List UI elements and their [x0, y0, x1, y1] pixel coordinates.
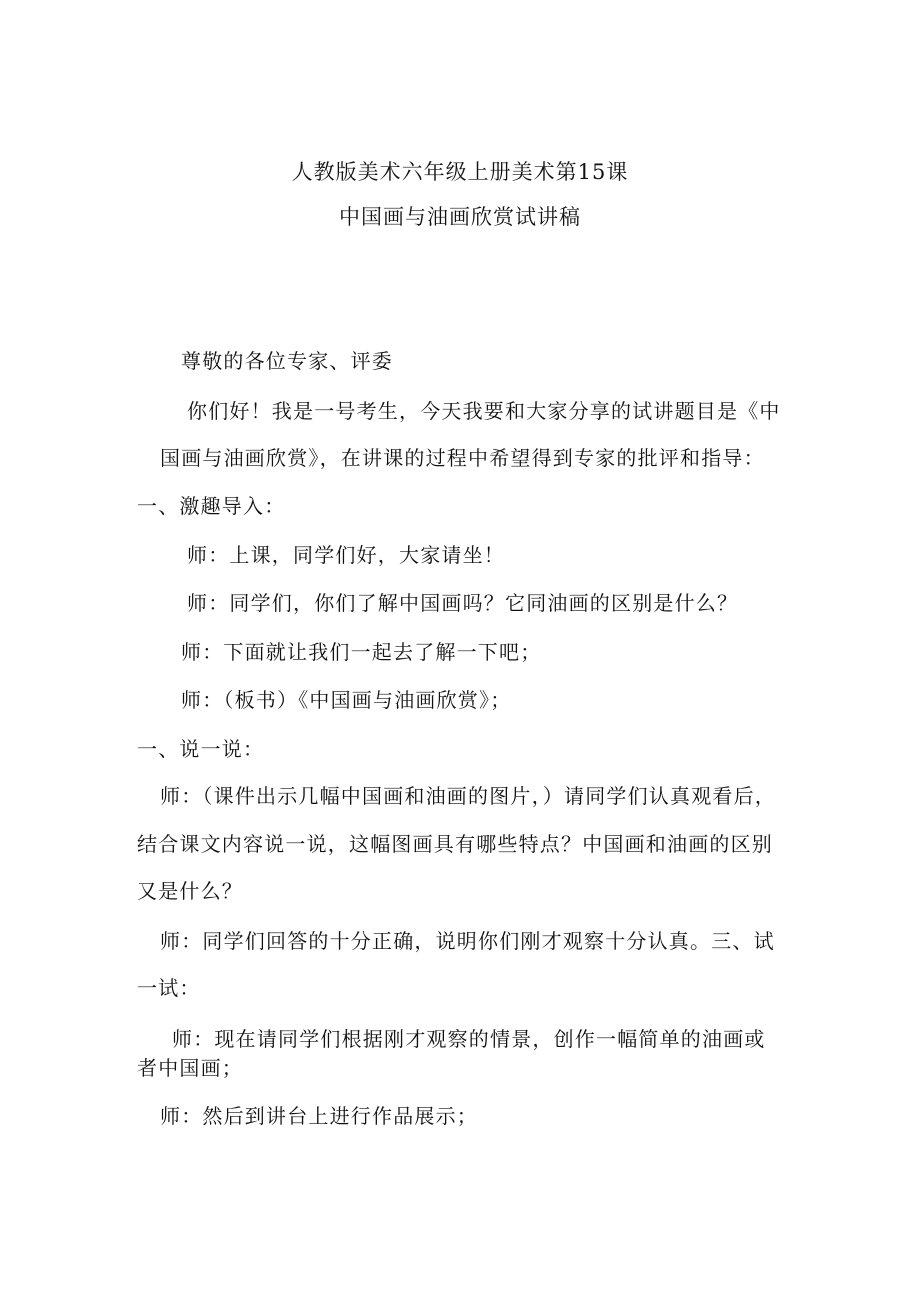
paragraph-line: 结合课文内容说一说，这幅图画具有哪些特点？中国画和油画的区别: [137, 832, 773, 856]
intro-line-1: 你们好！我是一号考生，今天我要和大家分享的试讲题目是《中: [187, 399, 781, 423]
paragraph-line: 师：同学们回答的十分正确，说明你们刚才观察十分认真。三、试: [160, 929, 775, 953]
section-heading-2: 一、说一说：: [137, 737, 265, 761]
paragraph-line: 者中国画；: [137, 1056, 243, 1080]
document-title: 人教版美术六年级上册美术第15课: [291, 160, 629, 184]
paragraph-line: 师：上课，同学们好，大家请坐！: [187, 543, 505, 567]
paragraph-line: 又是什么？: [137, 879, 243, 903]
paragraph-line: 师：同学们，你们了解中国画吗？它同油画的区别是什么？: [187, 591, 739, 615]
paragraph-line: 师：（课件出示几幅中国画和油画的图片，）请同学们认真观看后，: [160, 784, 776, 808]
paragraph-line: 师：（板书）《中国画与油画欣赏》；: [181, 688, 512, 712]
paragraph-line: 师：现在请同学们根据刚才观察的情景，创作一幅简单的油画或: [172, 1027, 766, 1051]
document-subtitle: 中国画与油画欣赏试讲稿: [339, 205, 581, 229]
section-heading-1: 一、激趣导入：: [137, 494, 286, 518]
greeting-line: 尊敬的各位专家、评委: [181, 349, 393, 373]
intro-line-2: 国画与油画欣赏》，在讲课的过程中希望得到专家的批评和指导：: [160, 446, 765, 470]
paragraph-line: 师：下面就让我们一起去了解一下吧；: [181, 640, 542, 664]
section-heading-3: 一试：: [137, 976, 201, 1000]
paragraph-line: 师：然后到讲台上进行作品展示；: [160, 1104, 478, 1128]
